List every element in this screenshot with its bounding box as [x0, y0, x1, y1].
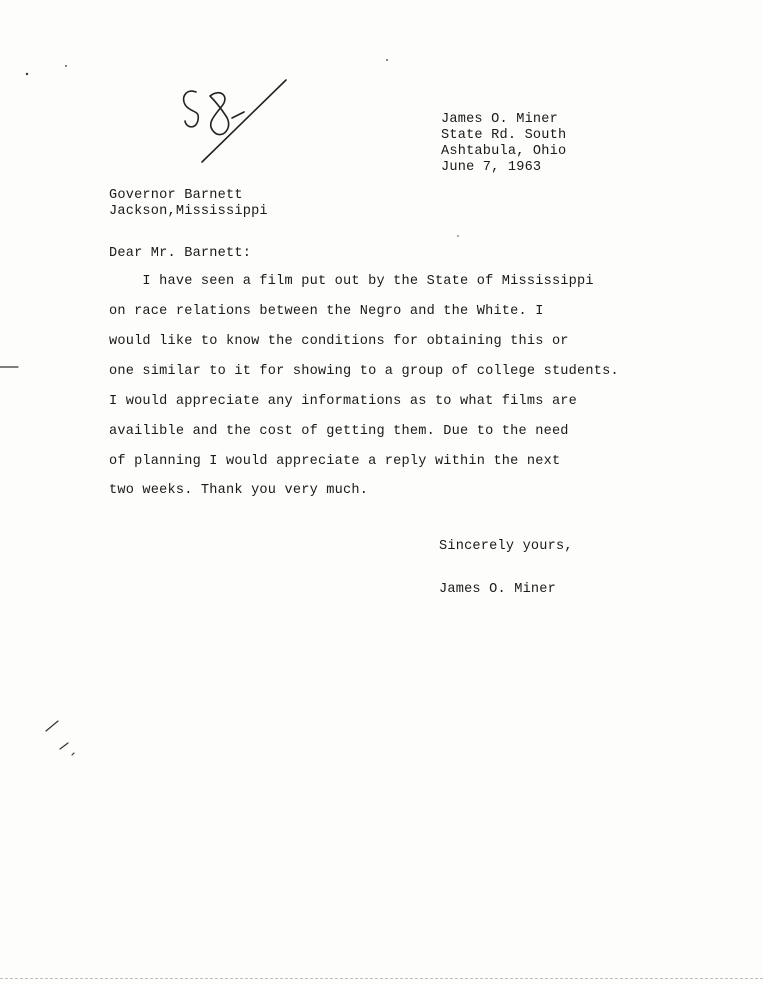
body-line: availible and the cost of getting them. Due to the need [109, 424, 569, 439]
scan-edge [0, 978, 763, 979]
signature-name: James O. Miner [439, 582, 557, 597]
sender-city: Ashtabula, Ohio [441, 144, 567, 159]
body-line: two weeks. Thank you very much. [109, 483, 369, 498]
salutation: Dear Mr. Barnett: [109, 246, 252, 261]
body-line: of planning I would appreciate a reply within the next [109, 454, 561, 469]
body-line: would like to know the conditions for obtaining this or [109, 334, 569, 349]
sender-name: James O. Miner [441, 112, 559, 127]
sender-street: State Rd. South [441, 128, 567, 143]
body-line: on race relations between the Negro and the White. I [109, 304, 544, 319]
letter-date: June 7, 1963 [441, 160, 542, 175]
valediction: Sincerely yours, [439, 539, 573, 554]
recipient-name: Governor Barnett [109, 188, 243, 203]
body-line: I have seen a film put out by the State of Mississippi [109, 274, 594, 289]
body-line: I would appreciate any informations as to what films are [109, 394, 578, 409]
body-line: one similar to it for showing to a group of college students. [109, 364, 619, 379]
recipient-location: Jackson,Mississippi [109, 204, 268, 219]
